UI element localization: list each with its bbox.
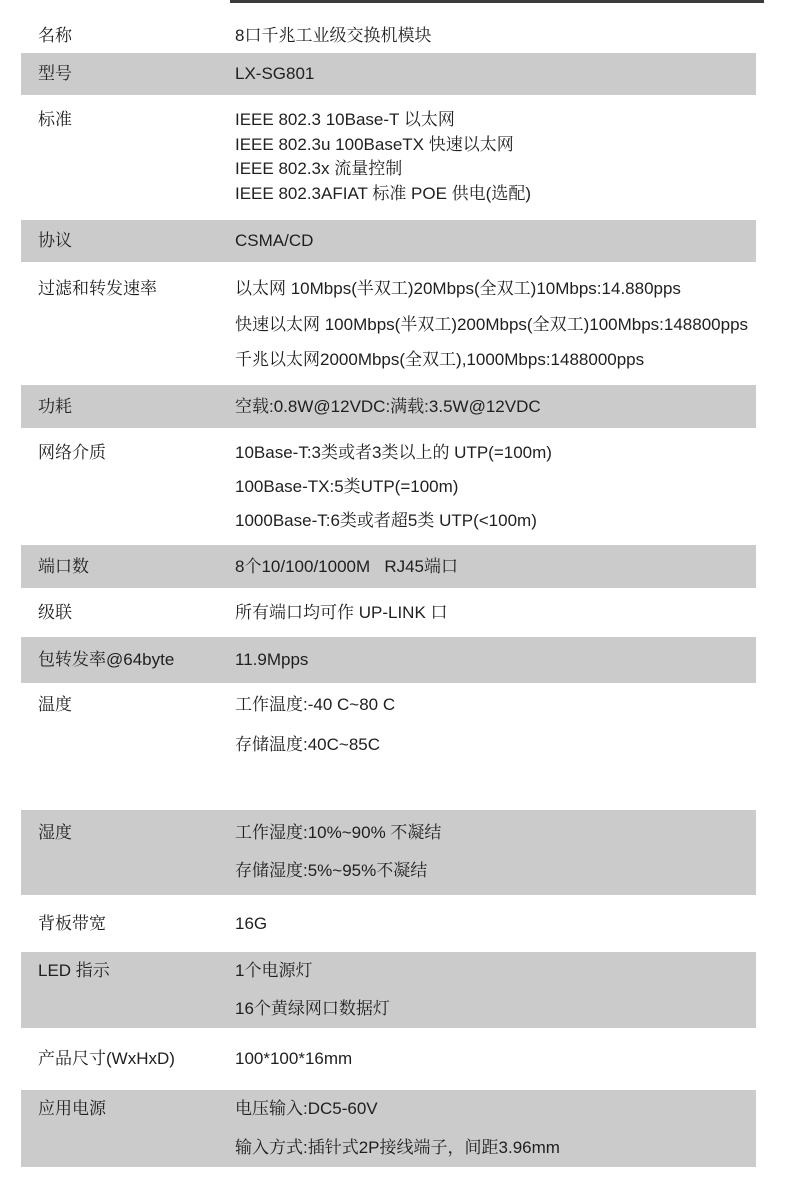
- spec-value-line: IEEE 802.3AFIAT 标准 POE 供电(选配): [235, 183, 531, 203]
- spec-row-port-count: [21, 545, 756, 588]
- spec-label: 温度: [38, 695, 72, 714]
- spec-label: 级联: [38, 603, 72, 622]
- spec-row-humidity: [21, 810, 756, 895]
- spec-value-line: 所有端口均可作 UP-LINK 口: [235, 603, 448, 622]
- spec-value-line: 8口千兆工业级交换机模块: [235, 26, 432, 45]
- spec-value-line: 100Base-TX:5类UTP(=100m): [235, 477, 459, 496]
- spec-label: 应用电源: [38, 1099, 106, 1118]
- spec-value-line: IEEE 802.3 10Base-T 以太网: [235, 110, 455, 129]
- spec-value-line: IEEE 802.3x 流量控制: [235, 159, 403, 179]
- spec-label: LED 指示: [38, 961, 110, 980]
- spec-row-power-consumption: [21, 385, 756, 428]
- spec-label: 端口数: [38, 557, 89, 576]
- spec-value-line: 电压输入:DC5-60V: [235, 1099, 378, 1118]
- spec-value-line: 千兆以太网2000Mbps(全双工),1000Mbps:1488000pps: [235, 350, 645, 369]
- spec-row-dimensions: [21, 1028, 756, 1090]
- spec-label: 名称: [38, 26, 72, 45]
- spec-row-standard: [21, 95, 756, 220]
- spec-value-line: 1个电源灯: [235, 961, 313, 980]
- spec-row-temperature: [21, 683, 756, 810]
- spec-value-line: 存储温度:40C~85C: [235, 735, 381, 754]
- spec-row-backplane-bandwidth: [21, 895, 756, 952]
- spec-label: 背板带宽: [38, 914, 106, 933]
- spec-label: 网络介质: [38, 443, 106, 462]
- spec-row-packet-forwarding-rate: [21, 637, 756, 683]
- spec-value-line: 16G: [235, 914, 268, 933]
- spec-row-forwarding-rate: [21, 262, 756, 385]
- spec-row-cascade: [21, 588, 756, 637]
- spec-label: 型号: [38, 64, 72, 83]
- spec-row-led-indicator: [21, 952, 756, 1028]
- spec-value-line: IEEE 802.3u 100BaseTX 快速以太网: [235, 134, 514, 154]
- spec-label: 协议: [38, 231, 72, 250]
- spec-label: 湿度: [38, 823, 72, 842]
- spec-value-line: 11.9Mpps: [235, 650, 309, 669]
- spec-label: 包转发率@64byte: [38, 650, 175, 669]
- spec-label: 标准: [38, 110, 72, 129]
- spec-value-line: 1000Base-T:6类或者超5类 UTP(<100m): [235, 511, 537, 530]
- spec-value-line: 以太网 10Mbps(半双工)20Mbps(全双工)10Mbps:14.880pps: [235, 279, 681, 298]
- spec-value-line: LX-SG801: [235, 64, 315, 83]
- spec-value-line: 快速以太网 100Mbps(半双工)200Mbps(全双工)100Mbps:148800pps: [235, 314, 749, 334]
- spec-value-line: 工作湿度:10%~90% 不凝结: [235, 823, 442, 842]
- spec-value-line: 100*100*16mm: [235, 1049, 353, 1068]
- spec-value-line: CSMA/CD: [235, 231, 314, 250]
- spec-value-line: 输入方式:插针式2P接线端子，间距3.96mm: [235, 1137, 560, 1157]
- spec-row-power-supply: [21, 1090, 756, 1167]
- spec-value-line: 工作温度:-40 C~80 C: [235, 695, 396, 714]
- spec-row-network-media: [21, 428, 756, 545]
- spec-label: 过滤和转发速率: [38, 279, 157, 298]
- spec-value-line: 10Base-T:3类或者3类以上的 UTP(=100m): [235, 443, 552, 462]
- spec-label: 功耗: [38, 397, 72, 416]
- spec-row-protocol: [21, 220, 756, 262]
- spec-value-line: 空载:0.8W@12VDC:满载:3.5W@12VDC: [235, 397, 541, 416]
- spec-row-name: [21, 18, 756, 53]
- spec-value-line: 8个10/100/1000M RJ45端口: [235, 557, 459, 576]
- top-bar-remnant: [230, 0, 764, 3]
- spec-label: 产品尺寸(WxHxD): [38, 1049, 175, 1068]
- spec-row-model: [21, 53, 756, 95]
- spec-value-line: 存储湿度:5%~95%不凝结: [235, 861, 428, 880]
- spec-value-line: 16个黄绿网口数据灯: [235, 999, 390, 1018]
